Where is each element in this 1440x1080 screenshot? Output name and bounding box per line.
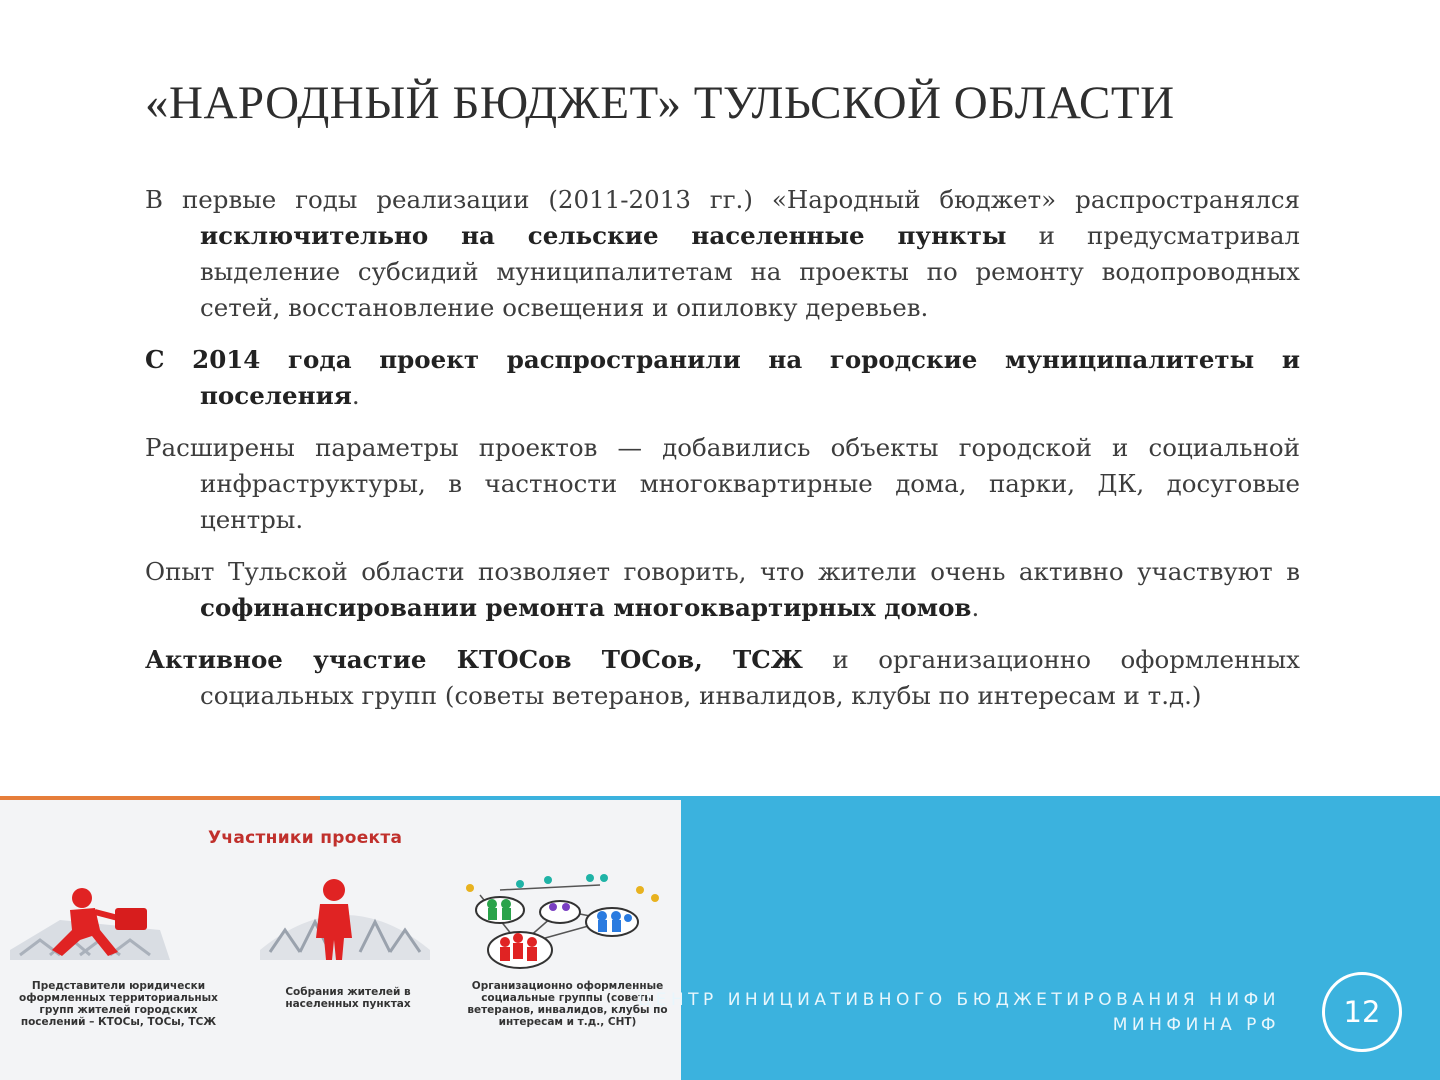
- caption-representatives: Представители юридически оформленных территориальных групп жителей городских поселений – КТОСы, ТОСы, ТСЖ: [19, 980, 218, 1028]
- social-network-icon: [466, 874, 659, 968]
- paragraph: [145, 430, 1300, 538]
- emphasis-text: софинансировании ремонта многоквартирных домов: [200, 593, 972, 622]
- paragraph: [145, 182, 1300, 326]
- emphasis-text: Активное участие КТОСов ТОСов, ТСЖ: [145, 645, 803, 674]
- inset-title: Участники проекта: [208, 828, 403, 848]
- footer-line-2: МИНФИНА РФ: [1112, 1015, 1280, 1035]
- participants-illustration: [0, 860, 681, 1000]
- footer-line-1: ЦЕНТР ИНИЦИАТИВНОГО БЮДЖЕТИРОВАНИЯ НИФИ: [637, 990, 1280, 1010]
- participants-image: [0, 800, 681, 1080]
- paragraph: [145, 642, 1300, 714]
- caption-social-groups: Организационно оформленные социальные группы (советы ветеранов, инвалидов, клубы по интересам и т.д., СНТ): [467, 980, 668, 1028]
- caption-meetings: Собрания жителей в населенных пунктах: [285, 986, 411, 1010]
- slide-body: [145, 182, 1300, 730]
- paragraph: [145, 554, 1300, 626]
- paragraph-text: Расширены параметры проектов — добавились объекты городской и социальной инфраструктуры, в частности многоквартирные дома, парки, ДК, досуговые центры.: [145, 433, 1300, 534]
- page-number: 12: [1322, 972, 1402, 1052]
- paragraph-text: Опыт Тульской области позволяет говорить, что жители очень активно участвуют в: [145, 557, 1300, 586]
- runner-figure-icon: [10, 888, 170, 960]
- footer-org-name: [638, 988, 1280, 1038]
- emphasis-text: исключительно на сельские населенные пункты: [200, 221, 1007, 250]
- paragraph-text: и организационно оформленных социальных групп (советы ветеранов, инвалидов, клубы по интересам и т.д.): [200, 645, 1300, 710]
- paragraph-text: В первые годы реализации (2011-2013 гг.) «Народный бюджет» распространялся: [145, 185, 1300, 214]
- paragraph-text: и предусматривал выделение субсидий муниципалитетам на проекты по ремонту водопроводных сетей, восстановление освещения и опиловку деревьев.: [200, 221, 1300, 322]
- paragraph: [145, 342, 1300, 414]
- crowd-leader-icon: [260, 879, 430, 960]
- slide-title: «НАРОДНЫЙ БЮДЖЕТ» ТУЛЬСКОЙ ОБЛАСТИ: [145, 77, 1175, 129]
- paragraph-text: .: [351, 381, 360, 410]
- paragraph-text: .: [971, 593, 980, 622]
- emphasis-text: С 2014 года проект распространили на городские муниципалитеты и поселения: [145, 345, 1300, 410]
